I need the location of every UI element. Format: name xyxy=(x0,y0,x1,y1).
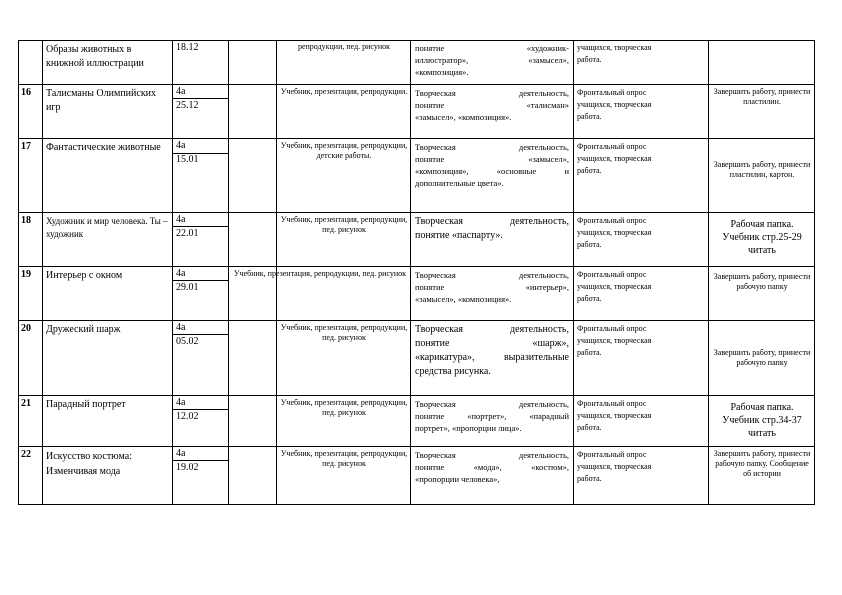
lesson-number: 18 xyxy=(21,215,31,226)
lesson-materials: Учебник, презентация, репродукции, детские работы. xyxy=(280,141,408,160)
lesson-control-form: Фронтальный опрос учащихся, творческая работа. xyxy=(577,88,652,121)
lesson-date: 19.02 xyxy=(176,462,199,473)
lesson-number: 17 xyxy=(21,141,31,152)
lesson-control-form: Фронтальный опрос учащихся, творческая работа. xyxy=(577,142,652,175)
lesson-activity: Творческая деятельность, понятие «паспарту». xyxy=(415,216,569,241)
lesson-homework: Рабочая папка. Учебник стр.25-29 читать xyxy=(722,219,802,256)
lesson-control-form: Фронтальный опрос учащихся, творческая работа. xyxy=(577,399,652,432)
lesson-homework: Завершить работу, принести пластилин, картон. xyxy=(713,160,811,179)
lesson-number: 20 xyxy=(21,323,31,334)
lesson-date: 18.12 xyxy=(176,42,199,53)
lesson-activity: Творческая деятельность, понятие «портрет», «парадный портрет», «пропорции лица». xyxy=(415,399,569,433)
lesson-class: 4а xyxy=(176,322,186,333)
lesson-topic: Фантастические животные xyxy=(46,142,161,153)
lesson-activity: Творческая деятельность, понятие «замысел», «композиция», «основные и дополнительные цвета». xyxy=(415,142,569,188)
lesson-materials: Учебник, презентация, репродукции, пед. рисунок xyxy=(280,398,408,417)
lesson-topic: Интерьер с окном xyxy=(46,270,123,281)
lesson-homework: Завершить работу, принести пластилин. xyxy=(713,87,811,106)
lesson-number: 21 xyxy=(21,398,31,409)
lesson-number: 22 xyxy=(21,449,31,460)
lesson-activity: Творческая деятельность, понятие «интерьер», «замысел», «композиция». xyxy=(415,270,569,304)
lesson-homework: Рабочая папка. Учебник стр.34-37 читать xyxy=(722,402,802,439)
lesson-materials: репродукции, пед. рисунок xyxy=(297,42,391,51)
lesson-topic: Искусство костюма: Изменчивая мода xyxy=(46,451,133,477)
lesson-class: 4а xyxy=(176,214,186,225)
lesson-materials: Учебник, презентация, репродукции. xyxy=(280,87,408,96)
lesson-topic: Парадный портрет xyxy=(46,399,126,410)
lesson-class: 4а xyxy=(176,86,186,97)
lesson-date: 25.12 xyxy=(176,100,199,111)
lesson-class: 4а xyxy=(176,140,186,151)
lesson-control-form: Фронтальный опрос учащихся, творческая работа. xyxy=(577,270,652,303)
lesson-date: 15.01 xyxy=(176,154,199,165)
lesson-class: 4а xyxy=(176,397,186,408)
lesson-topic: Талисманы Олимпийских игр xyxy=(46,88,157,113)
lesson-plan-table xyxy=(18,40,814,505)
lesson-topic: Дружеский шарж xyxy=(46,324,121,335)
lesson-number: 16 xyxy=(21,87,31,98)
lesson-control-form: учащихся, творческая работа. xyxy=(577,43,652,64)
lesson-class: 4а xyxy=(176,448,186,459)
lesson-class: 4а xyxy=(176,268,186,279)
lesson-activity: Творческая деятельность, понятие «мода», «костюм», «пропорции человека», xyxy=(415,450,569,484)
lesson-homework: Завершить работу, принести рабочую папку xyxy=(713,348,811,367)
lesson-topic: Художник и мир человека. Ты – художник xyxy=(46,216,168,239)
lesson-materials: Учебник, презентация, репродукции, пед. рисунок xyxy=(280,323,408,342)
lesson-activity: Творческая деятельность, понятие «талисман» «замысел», «композиция». xyxy=(415,88,569,122)
lesson-date: 12.02 xyxy=(176,411,199,422)
lesson-number: 19 xyxy=(21,269,31,280)
lesson-homework: Завершить работу, принести рабочую папку xyxy=(713,272,811,291)
lesson-control-form: Фронтальный опрос учащихся, творческая работа. xyxy=(577,450,652,483)
lesson-homework: Завершить работу, принести рабочую папку. Сообщение об истории xyxy=(713,449,811,478)
lesson-materials: Учебник, презентация, репродукции, пед. рисунок xyxy=(280,449,408,468)
lesson-date: 05.02 xyxy=(176,336,199,347)
lesson-control-form: Фронтальный опрос учащихся, творческая работа. xyxy=(577,324,652,357)
lesson-date: 29.01 xyxy=(176,282,199,293)
lesson-date: 22.01 xyxy=(176,228,199,239)
lesson-topic: Образы животных в книжной иллюстрации xyxy=(46,44,144,69)
lesson-materials: Учебник, презентация, репродукции, пед. рисунок xyxy=(233,269,407,278)
lesson-materials: Учебник, презентация, репродукции, пед. рисунок xyxy=(280,215,408,234)
lesson-activity: понятие «художник- иллюстратор», «замысел», «композиция». xyxy=(415,43,569,77)
lesson-control-form: Фронтальный опрос учащихся, творческая работа. xyxy=(577,216,652,249)
lesson-activity: Творческая деятельность, понятие «шарж», «карикатура», выразительные средства рисунка. xyxy=(415,324,569,377)
